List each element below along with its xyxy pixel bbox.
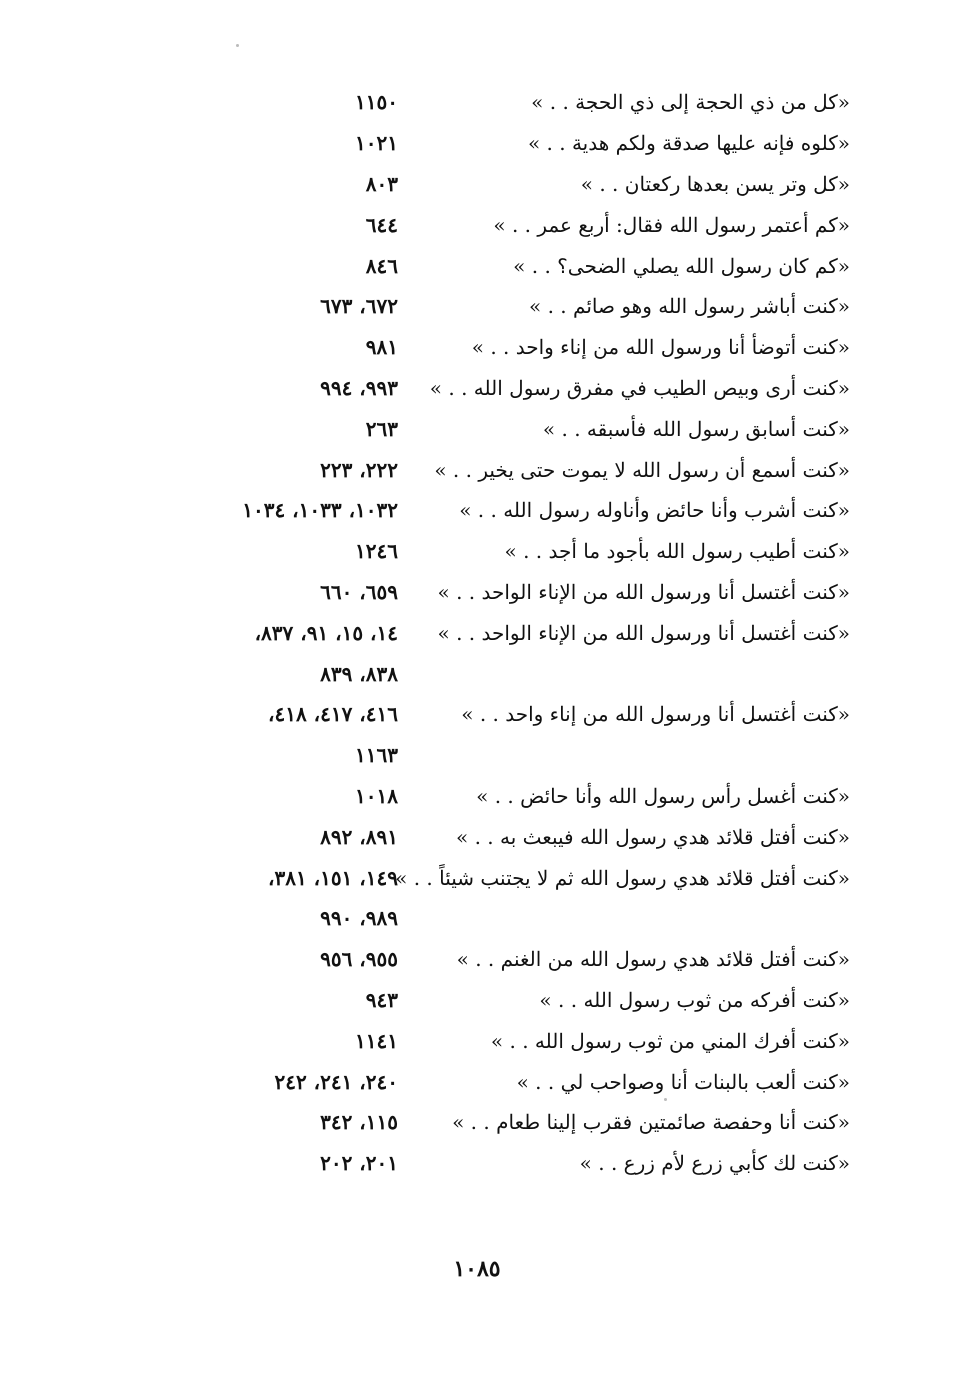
hadith-reference-numbers: ٢٤٠، ٢٤١، ٢٤٢ — [274, 1069, 398, 1094]
hadith-opening-text: «كنت أنا وحفصة صائمتين فقرب إلينا طعام . . » — [452, 1110, 850, 1135]
index-row — [60, 123, 850, 164]
scan-speck — [236, 44, 239, 47]
index-row — [60, 1102, 850, 1143]
hadith-opening-text: «كنت لك كأبي زرع لأم زرع . . » — [579, 1151, 850, 1176]
index-row — [60, 776, 850, 817]
hadith-reference-numbers: ٦٤٤ — [365, 212, 398, 237]
hadith-reference-numbers: ٨٩١، ٨٩٢ — [320, 824, 398, 849]
hadith-reference-numbers: ١٠١٨ — [355, 783, 398, 808]
hadith-index-table — [60, 82, 850, 1184]
index-row — [60, 490, 850, 531]
hadith-reference-numbers: ٩٨٩، ٩٩٠ — [320, 906, 398, 931]
page-number: ١٠٨٥ — [453, 1256, 501, 1282]
index-row — [60, 694, 850, 735]
hadith-opening-text: «كل من ذي الحجة إلى ذي الحجة . . » — [531, 90, 850, 115]
hadith-opening-text: «كنت أفتل قلائد هدي رسول الله ثم لا يجتنب شيئاً . . » — [395, 865, 850, 890]
hadith-opening-text: «كنت أباشر رسول الله وهو صائم . . » — [528, 294, 850, 319]
index-row — [60, 531, 850, 572]
index-row — [60, 612, 850, 653]
index-row — [60, 245, 850, 286]
hadith-reference-numbers: ٩٩٣، ٩٩٤ — [320, 375, 398, 400]
index-row-continuation — [60, 898, 850, 939]
hadith-opening-text: «كنت أغتسل أنا ورسول الله من الإناء الواحد . . » — [437, 579, 850, 604]
hadith-opening-text: «كنت أفركه من ثوب رسول الله . . » — [539, 987, 850, 1012]
index-row — [60, 980, 850, 1021]
hadith-opening-text: «كنت أغتسل أنا ورسول الله من إناء واحد . . » — [461, 702, 850, 727]
hadith-reference-numbers: ٦٧٢، ٦٧٣ — [320, 294, 398, 319]
index-row — [60, 449, 850, 490]
hadith-reference-numbers: ٢٢٢، ٢٢٣ — [320, 457, 398, 482]
hadith-reference-numbers: ٦٥٩، ٦٦٠ — [320, 579, 398, 604]
hadith-opening-text: «كنت أتوضأ أنا ورسول الله من إناء واحد . . » — [471, 335, 850, 360]
index-row — [60, 82, 850, 123]
hadith-opening-text: «كنت أسمع أن رسول الله لا يموت حتى يخير . . » — [434, 457, 850, 482]
hadith-reference-numbers: ٨٤٦ — [365, 253, 398, 278]
index-row — [60, 1020, 850, 1061]
hadith-reference-numbers: ١١٥٠ — [355, 90, 398, 115]
hadith-reference-numbers: ٩٤٣ — [365, 987, 398, 1012]
index-row — [60, 204, 850, 245]
hadith-reference-numbers: ١١٤١ — [355, 1028, 398, 1053]
hadith-reference-numbers: ٤١٦، ٤١٧، ٤١٨، — [267, 702, 398, 727]
hadith-opening-text: «كنت أغتسل أنا ورسول الله من الإناء الواحد . . » — [437, 620, 850, 645]
index-row — [60, 286, 850, 327]
index-row — [60, 572, 850, 613]
index-row — [60, 857, 850, 898]
index-row — [60, 1143, 850, 1184]
hadith-opening-text: «كنت أرى وبيص الطيب في مفرق رسول الله . . » — [429, 375, 850, 400]
hadith-opening-text: «كنت أشرب وأنا حائض وأناوله رسول الله . . » — [459, 498, 850, 523]
hadith-reference-numbers: ١٤٩، ١٥١، ٣٨١، — [267, 865, 398, 890]
hadith-reference-numbers: ٨٣٨، ٨٣٩ — [320, 661, 398, 686]
hadith-reference-numbers: ٢٠١، ٢٠٢ — [320, 1151, 398, 1176]
hadith-opening-text: «كنت أغسل رأس رسول الله وأنا حائض . . » — [476, 783, 850, 808]
hadith-reference-numbers: ١١٥، ٣٤٢ — [320, 1110, 398, 1135]
hadith-reference-numbers: ١٠٣٢، ١٠٣٣، ١٠٣٤ — [242, 498, 398, 523]
hadith-opening-text: «كم أعتمر رسول الله فقال: أربع عمر . . » — [493, 212, 850, 237]
index-row — [60, 368, 850, 409]
hadith-opening-text: «كنت أفتل قلائد هدي رسول الله فيبعث به . . » — [456, 824, 850, 849]
hadith-reference-numbers: ٩٨١ — [365, 335, 398, 360]
hadith-reference-numbers: ٢٦٣ — [365, 416, 398, 441]
hadith-opening-text: «كنت أسابق رسول الله فأسبقه . . » — [542, 416, 850, 441]
hadith-opening-text: «كنت أفرك المني من ثوب رسول الله . . » — [490, 1028, 850, 1053]
index-row — [60, 408, 850, 449]
hadith-opening-text: «كل وتر يسن بعدها ركعتان . . » — [580, 171, 850, 196]
hadith-opening-text: «كنت أفتل قلائد هدي رسول الله من الغنم . . » — [456, 947, 850, 972]
hadith-opening-text: «كم كان رسول الله يصلي الضحى؟ . . » — [513, 253, 850, 278]
hadith-reference-numbers: ٩٥٥، ٩٥٦ — [320, 947, 398, 972]
index-row — [60, 327, 850, 368]
hadith-reference-numbers: ١٢٤٦ — [355, 539, 398, 564]
index-row — [60, 939, 850, 980]
hadith-reference-numbers: ٨٠٣ — [365, 171, 398, 196]
hadith-opening-text: «كنت أطيب رسول الله بأجود ما أجد . . » — [504, 539, 850, 564]
hadith-reference-numbers: ١٤، ١٥، ٩١، ٨٣٧، — [254, 620, 398, 645]
index-row — [60, 816, 850, 857]
index-row — [60, 164, 850, 205]
hadith-reference-numbers: ١٠٢١ — [355, 131, 398, 156]
index-row — [60, 1061, 850, 1102]
index-row-continuation — [60, 653, 850, 694]
hadith-reference-numbers: ١١٦٣ — [355, 743, 398, 768]
hadith-opening-text: «كلوه فإنه عليها صدقة ولكم هدية . . » — [527, 131, 850, 156]
hadith-opening-text: «كنت ألعب بالبنات أنا وصواحب لي . . » — [516, 1069, 850, 1094]
index-row-continuation — [60, 735, 850, 776]
